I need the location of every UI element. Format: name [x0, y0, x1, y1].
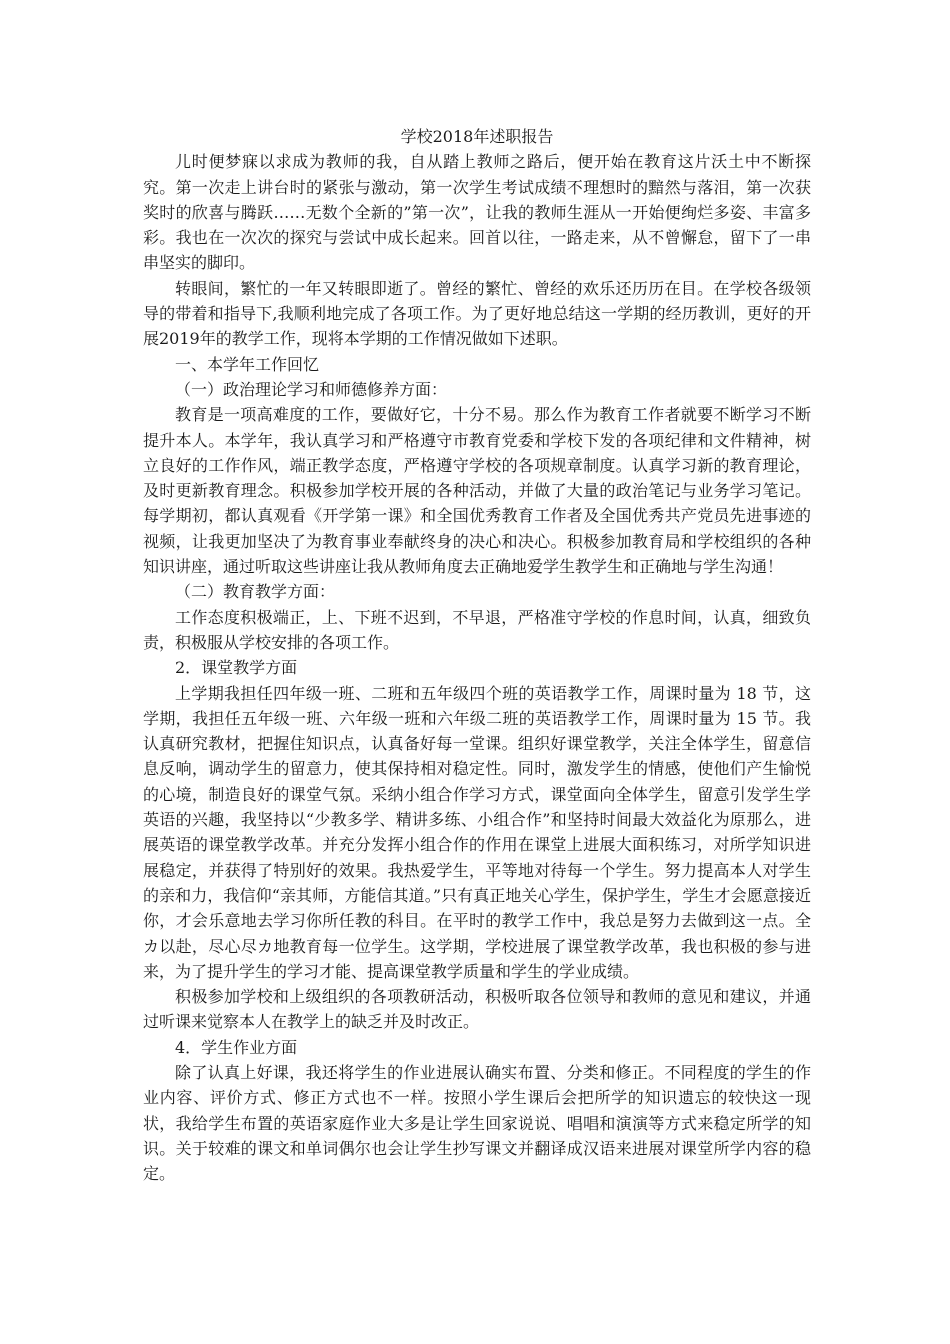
homework-paragraph: 除了认真上好课，我还将学生的作业进展认确实布置、分类和修正。不同程度的学生的作业内容、评价方式、修正方式也不一样。按照小学生课后会把所学的知识遗忘的较快这一现状，我给学生布置的英语家庭作业大多是让学生回家说说、唱唱和演演等方式来稳定所学的知识。关于较难的课文和单词偶尔也会让学生抄写课文并翻译成汉语来进展对课堂所学内容的稳定。 — [143, 1062, 811, 1184]
document-page — [143, 124, 811, 1186]
section-heading-review: 一、本学年工作回忆 — [175, 354, 320, 374]
subsection-heading-classroom: 2．课堂教学方面 — [175, 658, 298, 678]
research-paragraph: 积极参加学校和上级组织的各项教研活动，积极听取各位领导和教师的意见和建议，并通过听课来觉察本人在教学上的缺乏并及时改正。 — [143, 987, 811, 1032]
subsection-heading-teaching: （二）教育教学方面： — [175, 582, 336, 602]
attitude-paragraph: 工作态度积极端正，上、下班不迟到，不早退，严格准守学校的作息时间，认真，细致负责，积极服从学校安排的各项工作。 — [143, 607, 811, 652]
summary-paragraph: 转眼间，繁忙的一年又转眼即逝了。曾经的繁忙、曾经的欢乐还历历在目。在学校各级领导的带着和指导下,我顺利地完成了各项工作。为了更好地总结这一学期的经历教训，更好的开展2019年的教学工作，现将本学期的工作情况做如下述职。 — [143, 278, 811, 349]
document-title: 学校2018年述职报告 — [400, 127, 554, 146]
intro-paragraph: 儿时便梦寐以求成为教师的我，自从踏上教师之路后，便开始在教育这片沃土中不断探究。第一次走上讲台时的紧张与激动，第一次学生考试成绩不理想时的黯然与落泪，第一次获奖时的欣喜与腾跃……无数个全新的”第一次”，让我的教师生涯从一开始便绚烂多姿、丰富多彩。我也在一次次的探究与尝试中成长起来。回首以往，一路走来，从不曾懈怠，留下了一串串坚实的脚印。 — [143, 152, 811, 273]
classroom-paragraph: 上学期我担任四年级一班、二班和五年级四个班的英语教学工作，周课时量为 18 节，这学期，我担任五年级一班、六年级一班和六年级二班的英语教学工作，周课时量为 15 节。我认真研究教材，把握住知识点，认真备好每一堂课。组织好课堂教学，关注全体学生，留意信息反响，调动学生的留意力，使其保持相对稳定性。同时，激发学生的情感，使他们产生愉悦的心境，制造良好的课堂气氛。采纳小组合作学习方式，课堂面向全体学生，留意引发学生学英语的兴趣，我坚持以“少教多学、精讲多练、小组合作”和坚持时间最大效益化为原那么，进展英语的课堂教学改革。并充分发挥小组合作的作用在课堂上进展大面积练习，对所学知识进展稳定，并获得了特别好的效果。我热爱学生，平等地对待每一个学生。努力提高本人对学生的亲和力，我信仰“亲其师，方能信其道。”只有真正地关心学生，保护学生，学生才会愿意接近你，才会乐意地去学习你所任教的科目。在平时的教学工作中，我总是努力去做到这一点。全カ以赴，尽心尽カ地教育每一位学生。这学期，学校进展了课堂教学改革，我也积极的参与进来，为了提升学生的学习才能、提高课堂教学质量和学生的学业成绩。 — [143, 683, 811, 981]
politics-paragraph: 教育是一项高难度的工作，要做好它，十分不易。那么作为教育工作者就要不断学习不断提升本人。本学年，我认真学习和严格遵守市教育党委和学校下发的各项纪律和文件精神，树立良好的工作作风，端正教学态度，严格遵守学校的各项规章制度。认真学习新的教育理论，及时更新教育理念。积极参加学校开展的各种活动，并做了大量的政治笔记与业务学习笔记。每学期初，都认真观看《开学第一课》和全国优秀教育工作者及全国优秀共产党员先进事迹的视频，让我更加坚决了为教育事业奉献终身的决心和决心。积极参加教育局和学校组织的各种知识讲座，通过听取这些讲座让我从教师角度去正确地爱学生教学生和正确地与学生沟通！ — [143, 405, 811, 577]
subsection-heading-politics: （一）政治理论学习和师德修养方面： — [175, 379, 448, 399]
subsection-heading-homework: 4．学生作业方面 — [175, 1037, 298, 1057]
